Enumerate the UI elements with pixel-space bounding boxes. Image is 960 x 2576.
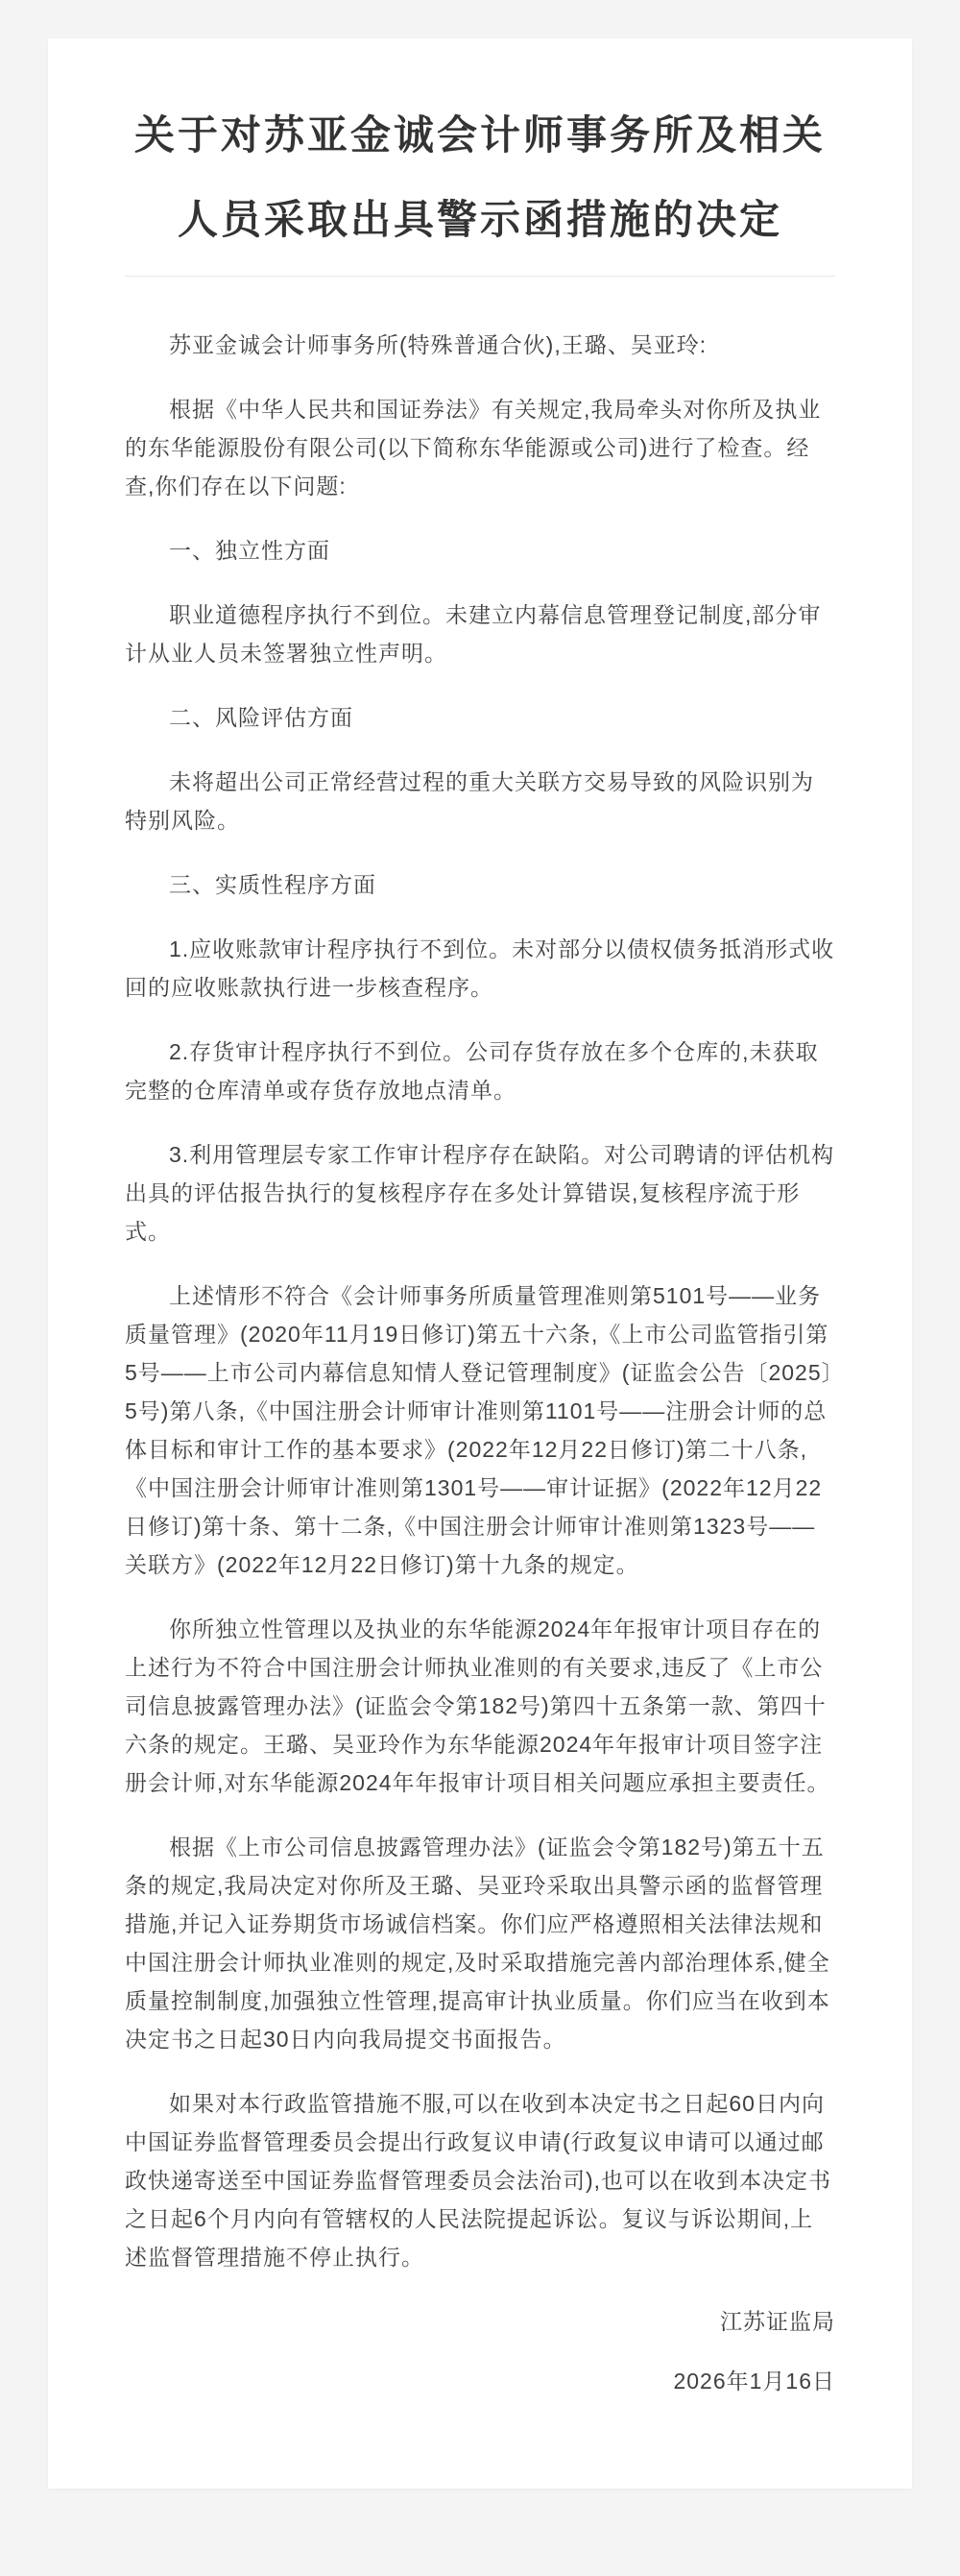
paragraph: 根据《中华人民共和国证券法》有关规定,我局牵头对你所及执业的东华能源股份有限公司(以下简称东华能源或公司)进行了检查。经查,你们存在以下问题: (125, 397, 822, 498)
issue-date: 2026年1月16日 (673, 2369, 835, 2394)
paragraph: 如果对本行政监管措施不服,可以在收到本决定书之日起60日内向中国证券监督管理委员会提出行政复议申请(行政复议申请可以通过邮政快递寄送至中国证券监督管理委员会法治司),也可以在收到本决定书之日起6个月内向有管辖权的人民法院提起诉讼。复议与诉讼期间,上述监督管理措施不停止执行。 (125, 2091, 832, 2270)
paragraph: 职业道德程序执行不到位。未建立内幕信息管理登记制度,部分审计从业人员未签署独立性声明。 (125, 602, 822, 666)
paragraph: 2.存货审计程序执行不到位。公司存货存放在多个仓库的,未获取完整的仓库清单或存货存放地点清单。 (125, 1039, 819, 1103)
paragraph: 未将超出公司正常经营过程的重大关联方交易导致的风险识别为特别风险。 (125, 769, 814, 833)
section-heading: 一、独立性方面 (169, 538, 330, 563)
title-divider (125, 276, 835, 277)
section-heading: 二、风险评估方面 (169, 705, 353, 730)
document-title (125, 93, 835, 262)
document-card (48, 38, 912, 2489)
issuer-signature: 江苏证监局 (720, 2309, 835, 2334)
paragraph: 1.应收账款审计程序执行不到位。未对部分以债权债务抵消形式收回的应收账款执行进一步核查程序。 (125, 936, 835, 1000)
document-title-line-2: 人员采取出具警示函措施的决定 (177, 197, 782, 242)
salutation: 苏亚金诚会计师事务所(特殊普通合伙),王璐、吴亚玲: (169, 332, 708, 357)
paragraph: 你所独立性管理以及执业的东华能源2024年年报审计项目存在的上述行为不符合中国注册会计师执业准则的有关要求,违反了《上市公司信息披露管理办法》(证监会令第182号)第四十五条第一款、第四十六条的规定。王璐、吴亚玲作为东华能源2024年年报审计项目签字注册会计师,对东华能源2024年年报审计项目相关问题应承担主要责任。 (125, 1616, 830, 1795)
document-title-line-1: 关于对苏亚金诚会计师事务所及相关 (133, 112, 826, 158)
paragraph: 3.利用管理层专家工作审计程序存在缺陷。对公司聘请的评估机构出具的评估报告执行的复核程序存在多处计算错误,复核程序流于形式。 (125, 1142, 835, 1244)
paragraph: 上述情形不符合《会计师事务所质量管理准则第5101号——业务质量管理》(2020年11月19日修订)第五十六条,《上市公司监管指引第5号——上市公司内幕信息知情人登记管理制度》(证监会公告〔2025〕5号)第八条,《中国注册会计师审计准则第1101号——注册会计师的总体目标和审计工作的基本要求》(2022年12月22日修订)第二十八条,《中国注册会计师审计准则第1301号——审计证据》(2022年12月22日修订)第十条、第十二条,《中国注册会计师审计准则第1323号——关联方》(2022年12月22日修订)第十九条的规定。 (125, 1283, 834, 1577)
paragraph: 根据《上市公司信息披露管理办法》(证监会令第182号)第五十五条的规定,我局决定对你所及王璐、吴亚玲采取出具警示函的监督管理措施,并记入证券期货市场诚信档案。你们应严格遵照相关法律法规和中国注册会计师执业准则的规定,及时采取措施完善内部治理体系,健全质量控制制度,加强独立性管理,提高审计执业质量。你们应当在收到本决定书之日起30日内向我局提交书面报告。 (125, 1835, 830, 2052)
section-heading: 三、实质性程序方面 (169, 872, 376, 897)
document-body (125, 326, 835, 2276)
